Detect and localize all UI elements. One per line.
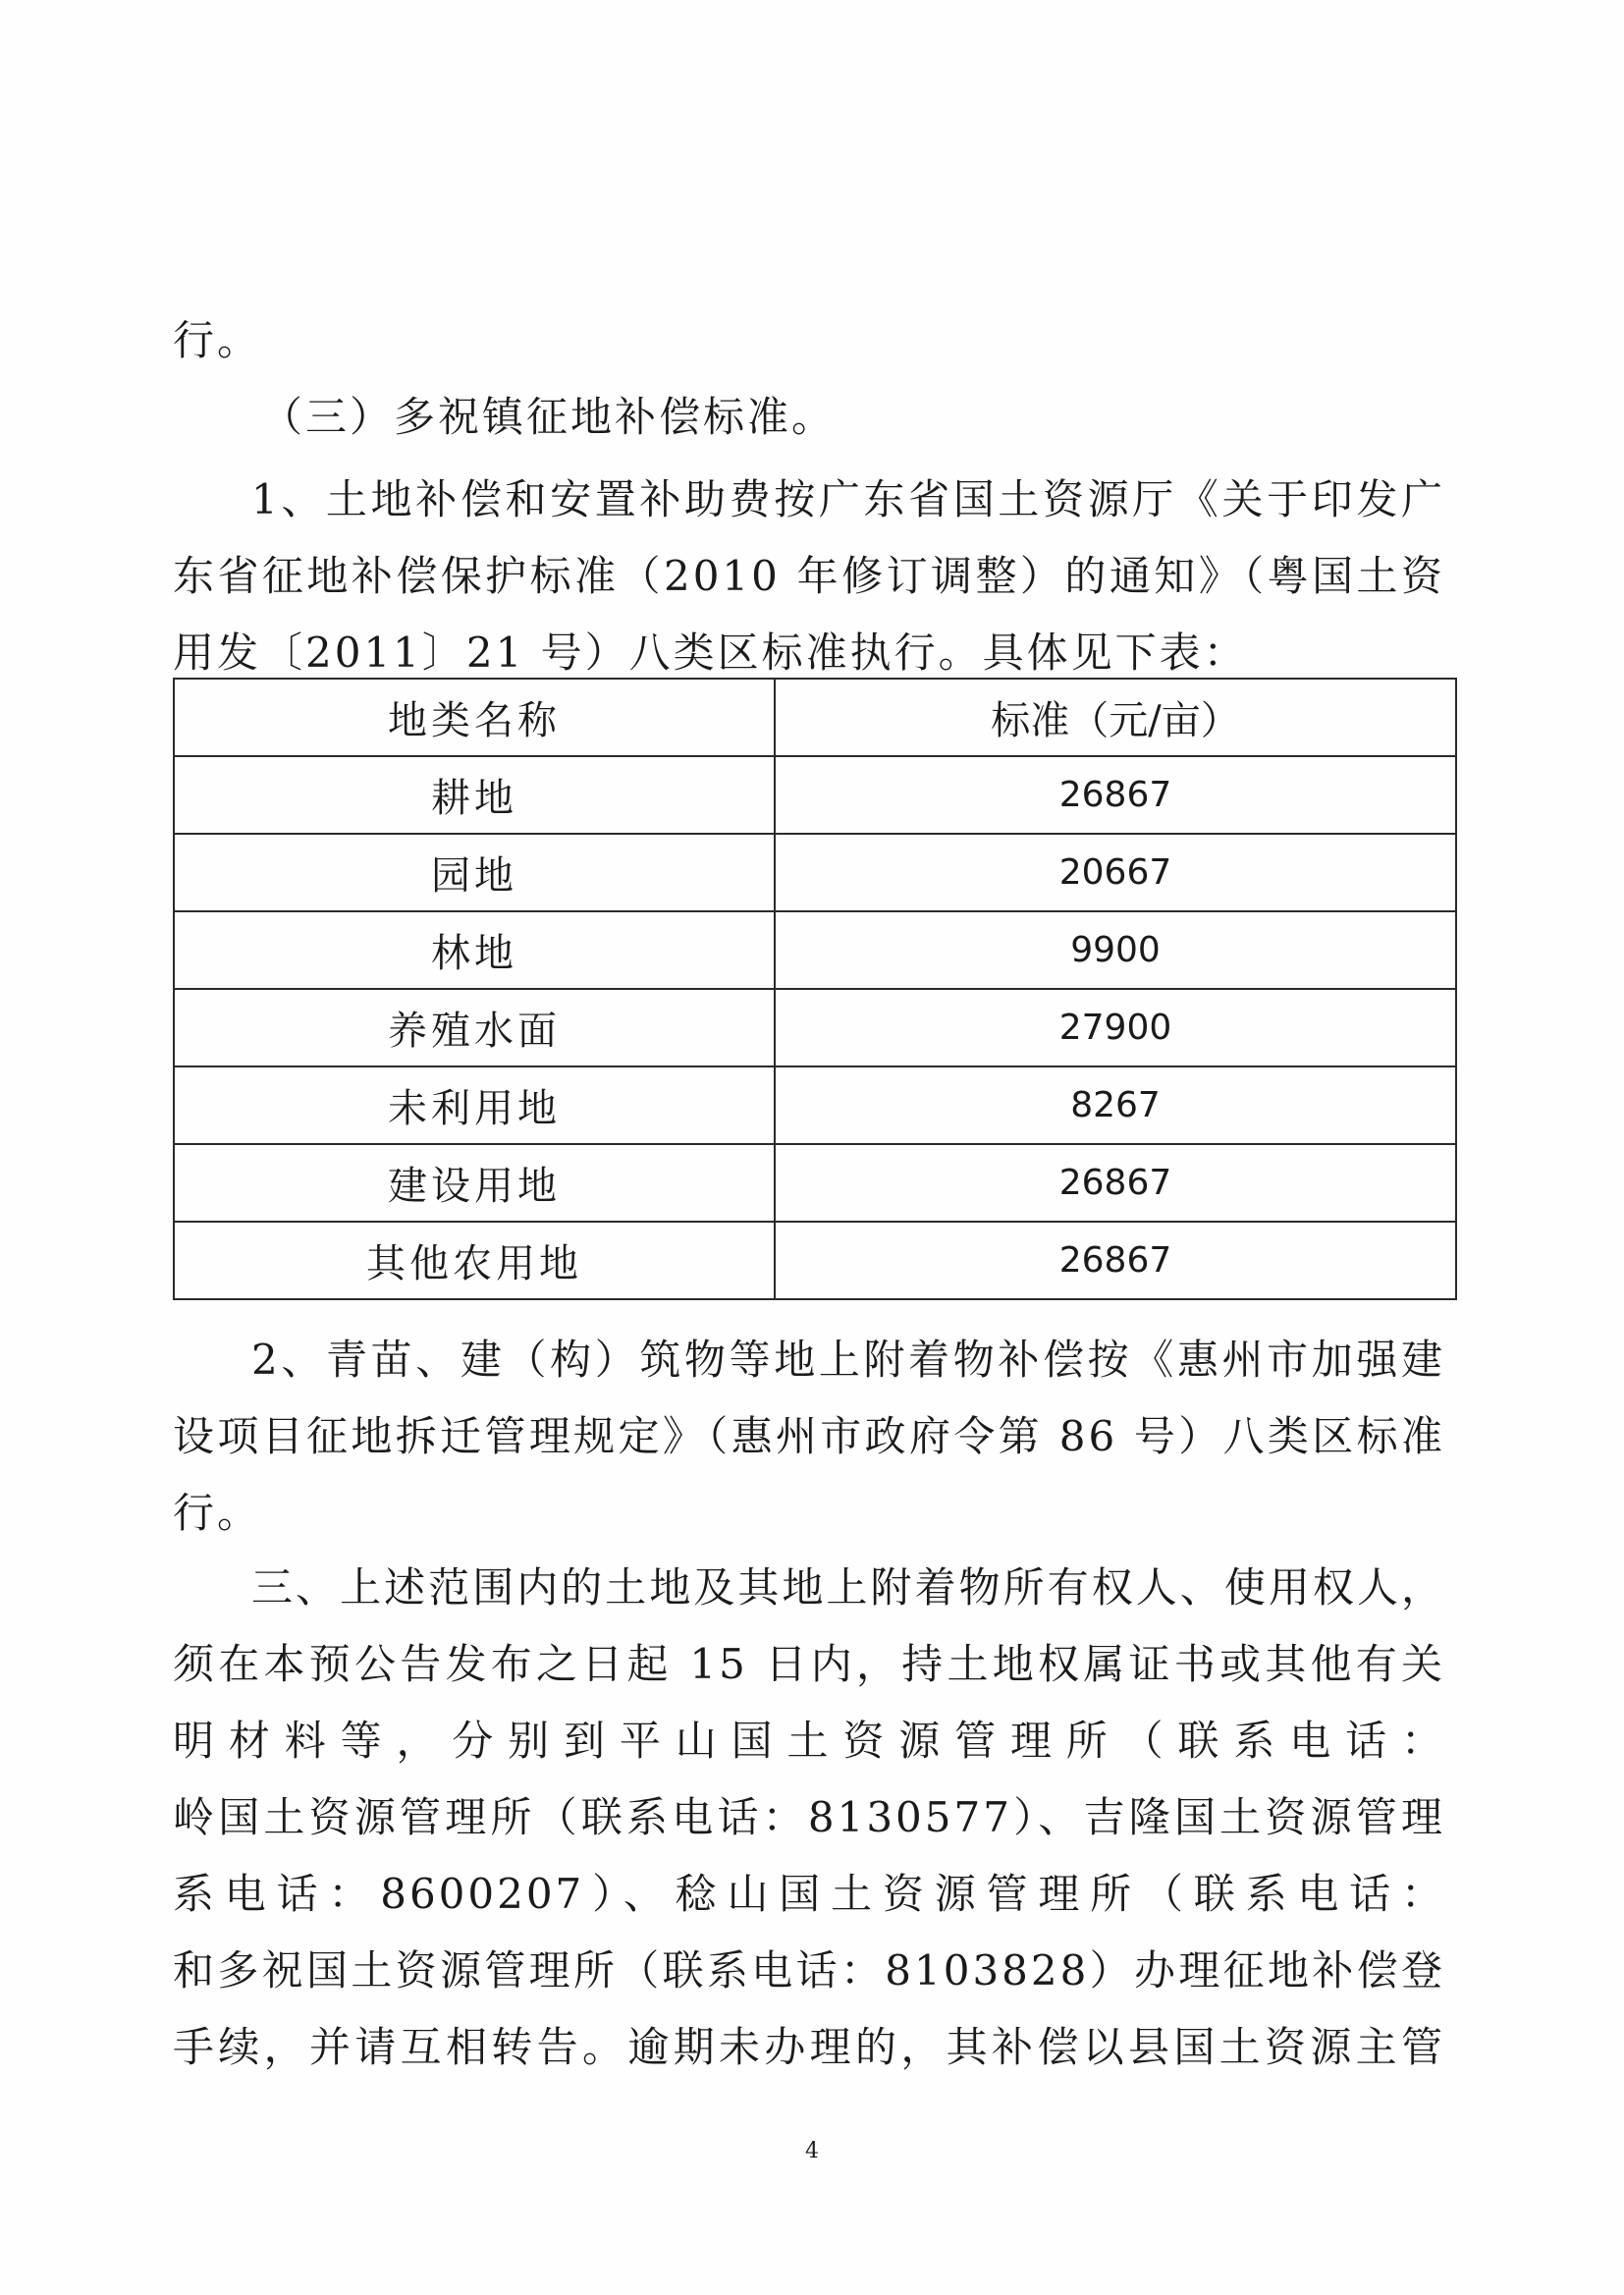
header-standard: 标准（元/亩） — [775, 679, 1456, 756]
land-type-cell: 建设用地 — [174, 1144, 775, 1222]
paragraph-line: 和多祝国土资源管理所（联系电话：8103828）办理征地补偿登 — [173, 1946, 1445, 1994]
header-land-type: 地类名称 — [174, 679, 775, 756]
standard-value-cell: 8267 — [775, 1066, 1456, 1144]
table-row — [174, 1144, 1456, 1222]
land-type-cell: 耕地 — [174, 756, 775, 834]
standard-value-cell: 26867 — [775, 1144, 1456, 1222]
paragraph-continuation: 行。 — [173, 316, 262, 364]
standard-value-cell: 26867 — [775, 756, 1456, 834]
table-header-row — [174, 679, 1456, 756]
paragraph-line: 明材料等，分别到平山国土资源管理所（联系电话： — [173, 1717, 1445, 1765]
paragraph-line: 须在本预公告发布之日起 15 日内，持土地权属证书或其他有关 — [173, 1640, 1445, 1688]
table-row — [174, 1066, 1456, 1144]
paragraph-line: 1、土地补偿和安置补助费按广东省国土资源厅《关于印发广 — [251, 475, 1445, 523]
paragraph-line: 三、上述范围内的土地及其地上附着物所有权人、使用权人， — [251, 1563, 1445, 1612]
land-type-cell: 园地 — [174, 834, 775, 911]
standard-value-cell: 20667 — [775, 834, 1456, 911]
standard-value-cell: 9900 — [775, 911, 1456, 989]
paragraph-line: 2、青苗、建（构）筑物等地上附着物补偿按《惠州市加强建 — [251, 1336, 1445, 1384]
paragraph-registration — [173, 1550, 1445, 2086]
standard-value-cell: 26867 — [775, 1222, 1456, 1299]
paragraph-line: 设项目征地拆迁管理规定》（惠州市政府令第 86 号）八类区标准 — [173, 1412, 1445, 1460]
table-row — [174, 989, 1456, 1066]
paragraph-line: 岭国土资源管理所（联系电话：8130577）、吉隆国土资源管理 — [173, 1793, 1445, 1841]
table-row — [174, 911, 1456, 989]
section-heading: （三）多祝镇征地补偿标准。 — [261, 393, 837, 441]
page-number: 4 — [805, 2139, 819, 2163]
land-type-cell: 林地 — [174, 911, 775, 989]
table-row — [174, 834, 1456, 911]
paragraph-line: 手续，并请互相转告。逾期未办理的，其补偿以县国土资源主管 — [173, 2023, 1445, 2071]
land-type-cell: 未利用地 — [174, 1066, 775, 1144]
land-type-cell: 其他农用地 — [174, 1222, 775, 1299]
land-type-cell: 养殖水面 — [174, 989, 775, 1066]
standard-value-cell: 27900 — [775, 989, 1456, 1066]
paragraph-line: 用发〔2011〕21 号）八类区标准执行。具体见下表： — [173, 628, 1248, 677]
paragraph-line: 系电话：8600207）、稔山国土资源管理所（联系电话： — [173, 1870, 1445, 1918]
paragraph-line: 行。 — [173, 1489, 262, 1537]
paragraph-land-compensation — [173, 462, 1445, 691]
paragraph-line: 东省征地补偿保护标准（2010 年修订调整）的通知》（粤国土资 — [173, 552, 1445, 600]
table-row — [174, 1222, 1456, 1299]
paragraph-attachment-compensation — [173, 1322, 1445, 1552]
table-row — [174, 756, 1456, 834]
compensation-standard-table — [173, 678, 1457, 1300]
